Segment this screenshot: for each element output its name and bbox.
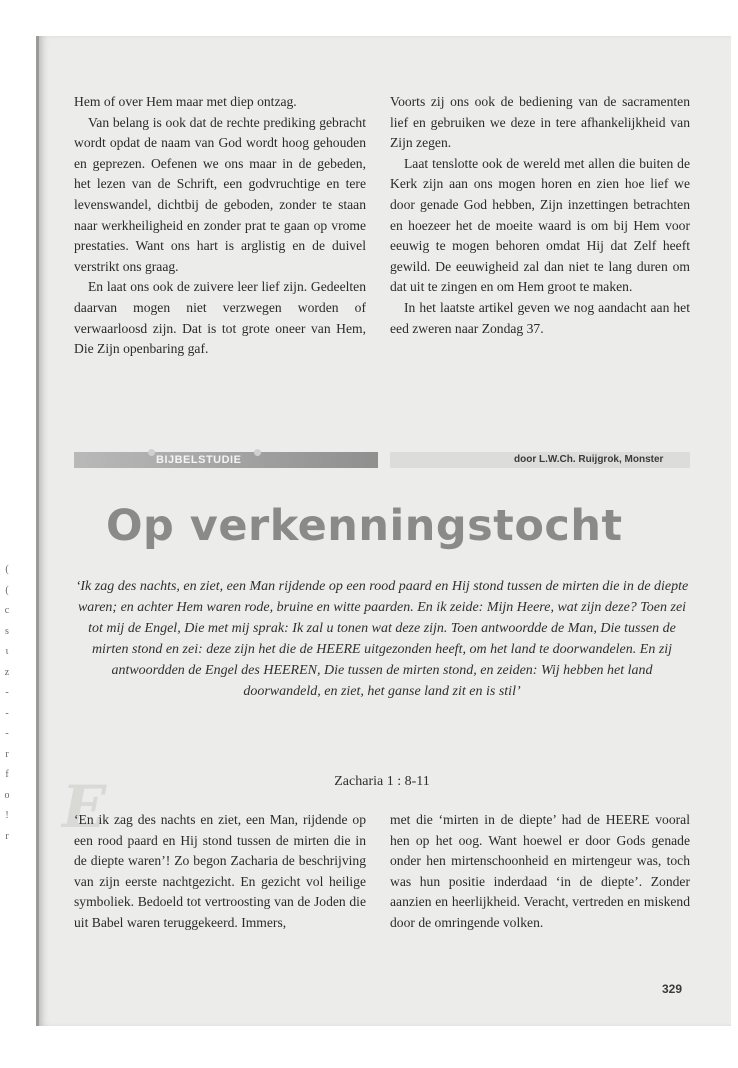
edge-mark: ( bbox=[5, 584, 9, 596]
bullet-dot-icon bbox=[148, 449, 155, 456]
edge-mark: c bbox=[4, 605, 10, 616]
previous-article-left-column bbox=[74, 92, 366, 360]
paragraph: Hem of over Hem maar met diep ontzag. bbox=[74, 94, 297, 109]
article-body-left-column bbox=[74, 810, 366, 934]
page-number: 329 bbox=[662, 982, 683, 996]
edge-mark: - bbox=[5, 687, 9, 698]
edge-mark: r bbox=[5, 830, 9, 842]
previous-article-right-column bbox=[390, 92, 690, 339]
edge-mark: s bbox=[5, 625, 9, 637]
edge-mark: - bbox=[5, 728, 9, 739]
paragraph: Voorts zij ons ook de bediening van de sacramenten lief en gebruiken we deze in tere afhankelijkheid van Zijn zegen. bbox=[390, 94, 690, 151]
author-credit: door L.W.Ch. Ruijgrok, Monster bbox=[514, 454, 664, 465]
article-title: Op verkenningstocht bbox=[106, 501, 623, 551]
drop-cap: E bbox=[62, 773, 107, 841]
author-bar bbox=[390, 452, 690, 468]
edge-mark: ι bbox=[5, 646, 9, 657]
scripture-reference: Zacharia 1 : 8-11 bbox=[334, 774, 430, 789]
paragraph: Laat tenslotte ook de wereld met allen die buiten de Kerk zijn aan ons mogen horen en zien hoe lief we door genade God hebben, Zijn inzettingen betrachten en hoezeer het de moeite waard is om bij Hem voor eeuwig te mogen behoren omdat Hij dat Zelf heeft gewild. De eeuwigheid zal dan niet te lang duren om dat uit te zingen en om Hem groot te maken. bbox=[390, 155, 690, 295]
paragraph: Van belang is ook dat de rechte prediking gebracht wordt opdat de naam van God wordt hoog gehouden en geprezen. Oefenen we ons maar in de gebeden, het lezen van de Schrift, een godvruchtige en tere levenswandel, dichtbij de geboden, zonder te staan naar werkheiligheid en zonder prat te gaan op vrome prestaties. Want ons hart is arglistig en de duivel verstrikt ons graag. bbox=[74, 114, 366, 274]
scripture-quote: ‘Ik zag des nachts, en ziet, een Man rijdende op een rood paard en Hij stond tussen de mirten die in de diepte waren; en achter Hem waren rode, bruine en witte paarden. En ik zeide: Mijn Heere, wat zijn deze? Toen zei tot mij de Engel, Die met mij sprak: Ik zal u tonen wat deze zijn. Toen antwoordde de Man, Die tussen de mirten stond en zei: deze zijn het die de HEERE uitgezonden heeft, om het land te doorwandelen. En zij antwoordden de Engel des HEEREN, Die tussen de mirten stond, en zeiden: Wij hebben het land doorwandeld, en ziet, het ganse land zit en is stil’ bbox=[75, 579, 689, 699]
paragraph: ‘En ik zag des nachts en ziet, een Man, rijdende op een rood paard en Hij stond tussen de mirten die in de diepte waren’! Zo begon Zacharia de beschrijving van zijn eerste nachtgezicht. En gezicht vol heilige symboliek. Bedoeld tot vertroosting van de Joden die uit Babel waren teruggekeerd. Immers, bbox=[74, 812, 366, 930]
bullet-dot-icon bbox=[254, 449, 261, 456]
edge-mark: z bbox=[4, 666, 10, 678]
section-label: BIJBELSTUDIE bbox=[156, 454, 242, 466]
paragraph: met die ‘mirten in de diepte’ had de HEERE vooral hen op het oog. Want hoewel er door Gods genade onder hen mirtenschoonheid en mirtengeur was, toch was hun positie inderdaad ‘in de diepte’. Zonder aanzien en heerlijkheid. Veracht, vertreden en miskend door de omringende volken. bbox=[390, 812, 690, 930]
paragraph: En laat ons ook de zuivere leer lief zijn. Gedeelten daarvan mogen niet verzwegen worden of verwaarloosd zijn. Dat is tot grote oneer van Hem, Die Zijn openbaring gaf. bbox=[74, 279, 366, 357]
article-body-right-column bbox=[390, 810, 690, 934]
edge-mark: ( bbox=[5, 564, 9, 575]
edge-mark: r bbox=[5, 748, 9, 760]
edge-mark: f bbox=[5, 769, 9, 780]
edge-mark: ! bbox=[5, 810, 9, 821]
facing-page-edge bbox=[2, 560, 12, 847]
edge-mark: o bbox=[4, 789, 10, 801]
section-header bbox=[74, 452, 690, 468]
paragraph: In het laatste artikel geven we nog aandacht aan het eed zweren naar Zondag 37. bbox=[390, 299, 690, 336]
edge-mark: - bbox=[5, 707, 9, 719]
section-label-bar bbox=[74, 452, 378, 468]
